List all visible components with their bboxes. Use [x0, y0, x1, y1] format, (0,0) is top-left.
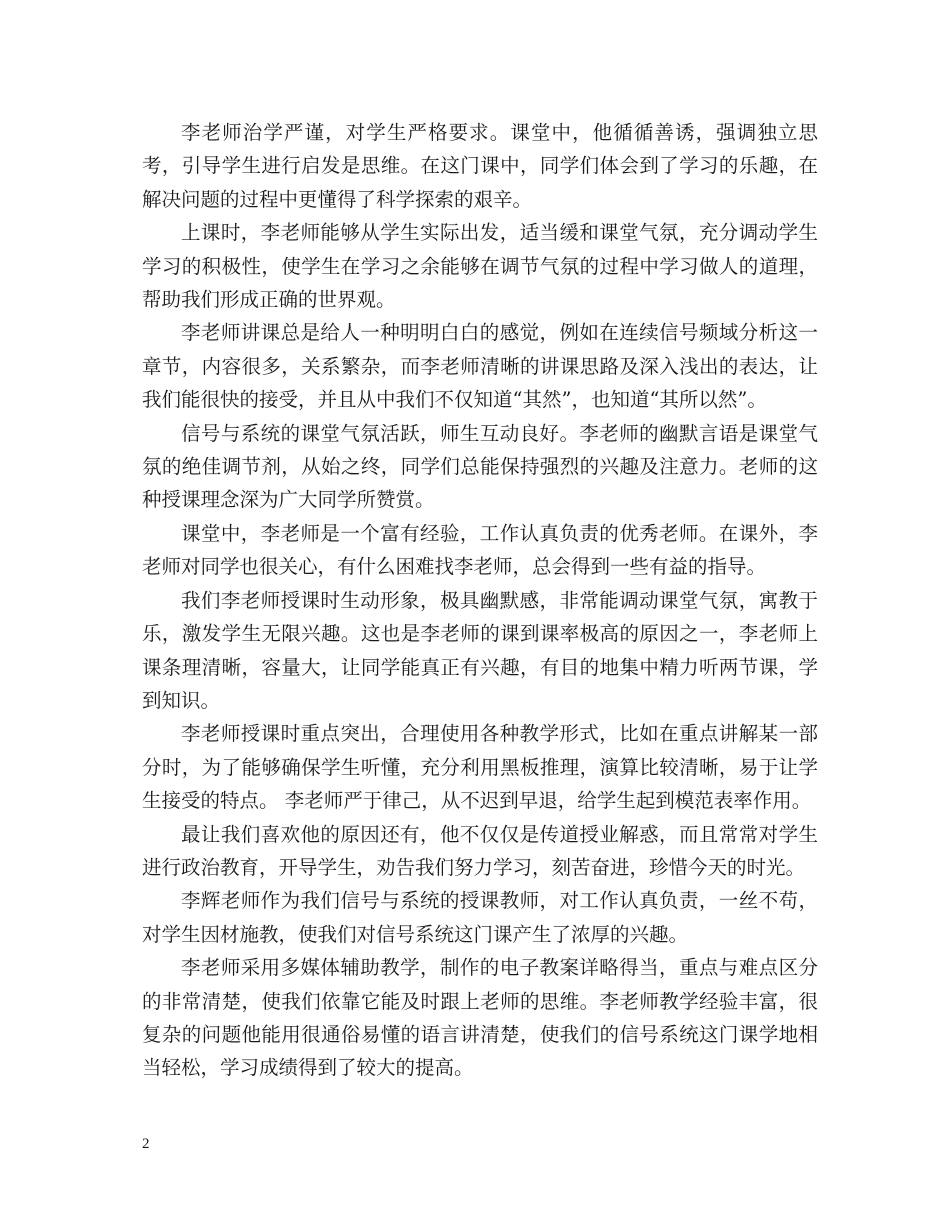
paragraph: 最让我们喜欢他的原因还有，他不仅仅是传道授业解惑，而且常常对学生进行政治教育，开导学生，劝告我们努力学习，刻苦奋进，珍惜今天的时光。: [142, 822, 818, 879]
document-body: [142, 116, 818, 1085]
paragraph: 上课时，李老师能够从学生实际出发，适当缓和课堂气氛，充分调动学生学习的积极性，使学生在学习之余能够在调节气氛的过程中学习做人的道理，帮助我们形成正确的世界观。: [142, 221, 818, 312]
page-number: 2: [142, 1136, 150, 1152]
paragraph: 李老师采用多媒体辅助教学，制作的电子教案详略得当，重点与难点区分的非常清楚，使我们依靠它能及时跟上老师的思维。李老师教学经验丰富，很复杂的问题他能用很通俗易懂的语言讲清楚，使我们的信号系统这门课学地相当轻松，学习成绩得到了较大的提高。: [142, 956, 818, 1080]
paragraph: 我们李老师授课时生动形象，极具幽默感，非常能调动课堂气氛，寓教于乐，激发学生无限兴趣。这也是李老师的课到课率极高的原因之一，李老师上课条理清晰，容量大，让同学能真正有兴趣，有目的地集中精力听两节课，学到知识。: [142, 588, 818, 712]
paragraph: 李老师治学严谨，对学生严格要求。课堂中，他循循善诱，强调独立思考，引导学生进行启发是思维。在这门课中，同学们体会到了学习的乐趣，在解决问题的过程中更懂得了科学探索的艰辛。: [142, 121, 818, 211]
paragraph: 李辉老师作为我们信号与系统的授课教师，对工作认真负责，一丝不苟，对学生因材施教，使我们对信号系统这门课产生了浓厚的兴趣。: [142, 889, 818, 946]
paragraph: 课堂中，李老师是一个富有经验，工作认真负责的优秀老师。在课外，李老师对同学也很关心，有什么困难找李老师，总会得到一些有益的指导。: [142, 521, 818, 579]
paragraph: 李老师授课时重点突出，合理使用各种教学形式，比如在重点讲解某一部分时，为了能够确保学生听懂，充分利用黑板推理，演算比较清晰，易于让学生接受的特点。 李老师严于律己，从不迟到早退，给学生起到模范表率作用。: [142, 722, 818, 813]
paragraph: 李老师讲课总是给人一种明明白白的感觉，例如在连续信号频域分析这一章节，内容很多，关系繁杂，而李老师清晰的讲课思路及深入浅出的表达，让我们能很快的接受，并且从中我们不仅知道“其然”，也知道“其所以然”。: [142, 321, 818, 412]
paragraph: 信号与系统的课堂气氛活跃，师生互动良好。李老师的幽默言语是课堂气氛的绝佳调节剂，从始之终，同学们总能保持强烈的兴趣及注意力。老师的这种授课理念深为广大同学所赞赏。: [142, 421, 818, 512]
